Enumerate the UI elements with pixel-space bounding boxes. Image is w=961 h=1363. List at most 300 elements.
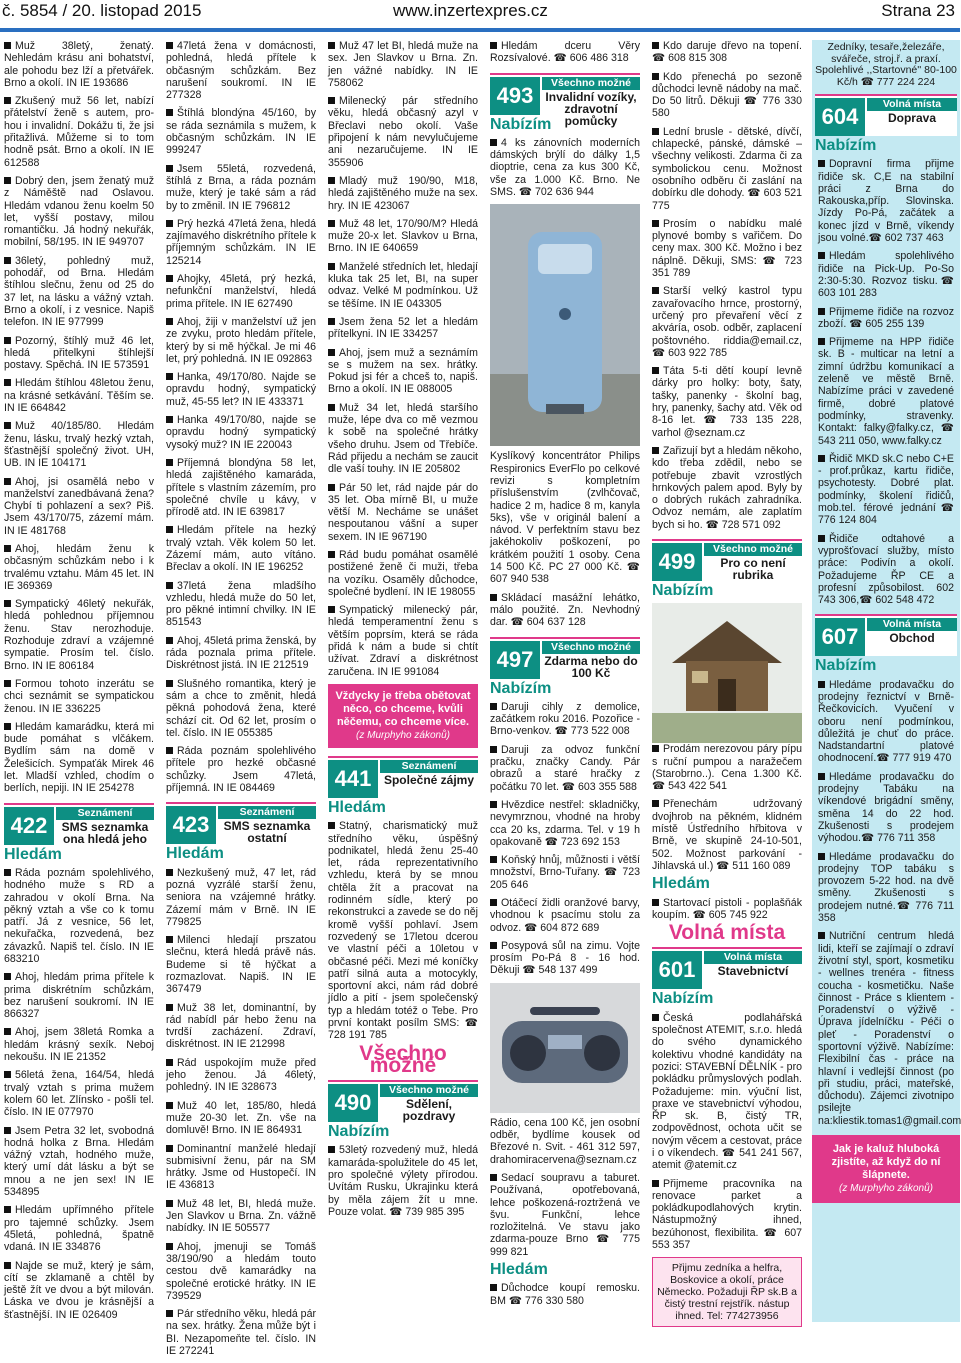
bullet-square-icon — [490, 746, 497, 753]
classified-ad — [166, 867, 316, 928]
classified-ad — [4, 255, 154, 329]
classified-ad — [166, 934, 316, 995]
section-category: Všechno možné — [542, 77, 640, 90]
ad-text: Řidiče odtahové a vyprošťovací služby, místo práce: Podivín a okolí. Požadujeme ŘP CE a profesní způsobilost. 602 743 306,☎ 602 548 472 — [818, 532, 954, 607]
bullet-square-icon — [652, 128, 659, 135]
classified-ad — [490, 744, 640, 793]
oxygen-concentrator-photo — [490, 204, 640, 446]
ads-list — [166, 40, 316, 794]
ad-text: 47letá žena v domácnosti, pohledná, hledá přítele k občasným schůzkám. Bez narušení soukromí. IN IE 277328 — [166, 40, 316, 102]
murphy-quote — [328, 684, 478, 748]
classified-ad — [490, 1172, 640, 1258]
ad-text: Muž 40/185/80. Hledám ženu, lásku, trvalý hezký vztah, šťastnější společný život. UH, UB. IN IE 104171 — [4, 420, 154, 470]
bullet-square-icon — [328, 404, 335, 411]
ads-list — [652, 40, 802, 531]
ad-text: Ahoj, hledám prima přítele k prima diskrétním schůzkám, bez narušení soukromí. IN IE 866327 — [4, 971, 154, 1021]
ad-text: Muž 40 let, 185/80, hledá muže 20-30 let. Zn. vše na domluvě! Brno. IN IE 864931 — [166, 1099, 316, 1137]
bullet-square-icon — [4, 1028, 11, 1035]
ad-text: Muž 34 let, hledá staršího muže, lépe dva co mě vezmou k sobě na společné hrátky všeho druhu. Jsem od Třebíče. Rád přijedu a nechám se zaucit dle vaší touhy. IN IE 205802 — [328, 401, 478, 476]
ad-text: Startovací pistoli - poplašňák koupím. ☎ 605 745 922 — [652, 896, 802, 921]
section-title: SMS seznamka ostatní — [223, 819, 311, 846]
ad-text: Otáčecí židli oranžové barvy, vhodnou k psacímu stolu za odvoz. ☎ 604 872 689 — [490, 896, 640, 934]
ad-text: Hledám přítele na hezký trvalý vztah. Věk kolem 50 let. Zázemí mám, auto vítáno. Břeclav a okolí. IN IE 196252 — [166, 524, 316, 574]
ad-text: Starší velký kastrol typu zavařovacího hrnce, prostorný, určený pro převaření věcí z akváría, osob. odběr, zaplacení poštovného. riddia@email.cz, ☎ 603 922 785 — [652, 285, 802, 359]
bullet-square-icon — [166, 1059, 173, 1066]
classified-ad — [815, 533, 957, 607]
ad-text: Muž 38 let, dominantní, by rád nabídl pár hebo ženu na tvrdší zacházení. Zdraví, diskrétnost. IN IE 212998 — [166, 1001, 316, 1051]
ad-text: Jsem Petra 32 let, svobodná hodná holka z Brna. Hledám vážný vztah, hodného muže, který umí dát lásku a být se mnou a ne jen sex! IN IE 534895 — [4, 1124, 154, 1199]
ad-text: Prý hezká 47letá žena, hledá zajímavého diskrétního přítele k příjemným schůzkám. IN IE 125214 — [166, 217, 316, 267]
classified-ad — [328, 604, 478, 678]
bullet-square-icon — [166, 1102, 173, 1109]
classified-ad — [490, 854, 640, 891]
bullet-square-icon — [490, 703, 497, 710]
classified-ad — [652, 218, 802, 279]
ad-text: Muž 48 let, BI, hledá muže. Jen Slavkov u Brna. Zn. vážně nabídky. IN IE 505577 — [166, 1197, 316, 1235]
bullet-square-icon — [652, 367, 659, 374]
ad-text: Nutriční centrum hledá lidi, kteří se zajímají o zdraví životní styl, sport, kosmetiku - wellnes trenéra - fitness coucha - kosmetičku. Naše činnost - Práce s klientem - Poradenství o výživě - Úprava jídelníčku - Péči o pleť - Poradenství o sportovní výživě. Nabízíme: Flexibilní čas - práce na hlavní i vedlejší činnost (po při studiu, práci, mateřské, důchodu). Zájemci zivotnipo psilejte na:kliestik.tomas1@gmail.com — [818, 930, 961, 1127]
ads-list — [812, 679, 960, 1127]
bullet-square-icon — [490, 1174, 497, 1181]
bullet-square-icon — [4, 1127, 11, 1134]
column-1 — [4, 40, 154, 1327]
classified-ad — [652, 798, 802, 872]
radio-photo — [490, 983, 640, 1113]
classified-ad — [166, 1143, 316, 1192]
bullet-square-icon — [328, 551, 335, 558]
bullet-square-icon — [4, 257, 11, 264]
bullet-square-icon — [818, 160, 825, 167]
classified-ad — [166, 524, 316, 573]
ads-list — [490, 1172, 640, 1258]
ads-list — [490, 40, 640, 65]
bullet-square-icon — [818, 308, 825, 315]
ad-text: Muž 48 let, 170/90/M? Hledá muže 20-x let. Slavkov u Brna, Brno. IN IE 640659 — [328, 217, 478, 255]
ad-text: Prosím o nabídku malé plynové bomby s vařičem. Do ceny max. 300 Kč. Možno i bez náplně. Děkuji, SMS: ☎ 723 351 789 — [652, 217, 802, 280]
classified-ad — [4, 95, 154, 169]
classified-ad — [4, 1069, 154, 1118]
page-number: Strana 23 — [881, 1, 955, 20]
ad-text: Muž 47 let BI, hledá muže na sex. Jen Slavkov u Brna. Zn. jen vážné nabídky. IN IE 758062 — [328, 40, 478, 89]
bullet-square-icon — [166, 109, 173, 116]
ad-text: Pár středního věku, hledá pár na sex. hrátky. Žena může být i BI. Nezapomeňte tel. číslo. IN IE 272241 — [166, 1308, 316, 1358]
column-3 — [328, 40, 478, 1224]
ad-text: 37letá žena mladšího vzhledu, hledá muže do 50 let, pro pěkné intimní chvilky. IN IE 851543 — [166, 579, 316, 629]
ads-list — [812, 158, 960, 606]
classified-ad — [328, 820, 478, 1041]
ad-text: 56letá žena, 164/54, hledá trvalý vztah s prima mužem kolem 60 let. Zlínsko - pošli tel. číslo. IN IE 077970 — [4, 1069, 154, 1119]
ad-text: Ahoj, jsem muž a seznámím se s mužem na sex. hrátky. Pokud jsi fér a chceš to, napiš. Brno a okolí. IN IE 088005 — [328, 346, 478, 396]
section-category: Seznámení — [56, 807, 154, 820]
classified-ad — [328, 1144, 478, 1218]
ad-text: Hvězdice nestřel: skladničky, nevymrznou, vhodné na hroby cca 20 ks, zdarma. Tel. v 19 h opakovaně ☎ 723 692 153 — [490, 798, 640, 848]
classified-ad — [328, 261, 478, 310]
classified-ad — [166, 745, 316, 794]
bullet-square-icon — [652, 899, 659, 906]
section-category: Volná místa — [867, 98, 957, 111]
classified-ad — [652, 365, 802, 439]
ad-text: Ahoj, jsi osamělá nebo v manželství zanedbávaná žena? Chybí ti pohlazení a sex? Piš. Jsem 43/170/75, zázemí mám. IN IE 481768 — [4, 475, 154, 537]
section-box — [652, 947, 802, 989]
ad-text: Ahoj, hledám ženu k občasným schůzkám nebo i k trvalému vztahu. Mám 45 let. IN IE 369369 — [4, 542, 154, 592]
section-title: Pro co není rubrika — [720, 555, 786, 582]
bullet-square-icon — [166, 869, 173, 876]
section-number: 604 — [815, 98, 865, 136]
section-title: Společné zájmy — [383, 772, 475, 787]
classified-ad — [4, 678, 154, 715]
classified-ad — [328, 95, 478, 169]
section-box — [328, 1080, 478, 1122]
classified-ad — [166, 678, 316, 739]
ad-text: Posypová sůl na zimu. Vojte prosím Po-Pá 8 - 16 hod. Děkuji ☎ 548 137 499 — [490, 939, 640, 977]
bullet-square-icon — [652, 42, 659, 49]
section-title: Doprava — [887, 111, 937, 125]
ad-text: Sympatický milenecký pár, hledá temperamentní ženu s větším poprsím, která se ráda přidá k nám a bude si chtít užívat. Zdraví a diskrétnost zaručena. IN IE 991084 — [328, 604, 478, 678]
bullet-square-icon — [4, 97, 11, 104]
section-title: Zdarma nebo do 100 Kč — [544, 653, 638, 680]
section-category: Seznámení — [218, 806, 316, 819]
column-4 — [490, 40, 640, 1313]
ad-text: Prodám nerezovou páry pípu s ruční pumpou a naražečem (Starobrno..). Cena 1.300 Kč. ☎ 543 422 541 — [652, 743, 802, 793]
ad-text: Pár 50 let, rád najde pár do 35 let. Oba mírně BI, u muže větší M. Necháme se unášet nespoutanou vášní a super sexem. IN IE 967190 — [328, 481, 478, 543]
bullet-square-icon — [4, 545, 11, 552]
classified-ad — [328, 402, 478, 476]
ad-text: Hledám dceru Věry Rozsívalové. ☎ 606 486 318 — [490, 40, 640, 65]
section-category: Volná místa — [867, 618, 957, 631]
classified-ad — [490, 592, 640, 629]
bullet-square-icon — [4, 42, 11, 49]
classified-ad — [652, 743, 802, 792]
bullet-square-icon — [166, 165, 173, 172]
ad-text: Ahoj, 45letá prima ženská, by ráda poznala prima přítele. Diskrétnost jistá. IN IE 212519 — [166, 634, 316, 672]
bullet-square-icon — [4, 337, 11, 344]
bullet-square-icon — [166, 582, 173, 589]
ad-text: Koňský hnůj, můžnosti i větší množství, Brno-Tuřany. ☎ 723 205 646 — [490, 854, 640, 891]
bullet-square-icon — [4, 723, 11, 730]
site-url[interactable]: www.inzertexpres.cz — [393, 1, 548, 20]
bullet-square-icon — [490, 801, 497, 808]
bullet-square-icon — [166, 220, 173, 227]
section-title: Obchod — [889, 631, 935, 646]
bullet-square-icon — [652, 800, 659, 807]
classified-ad — [166, 414, 316, 451]
classified-ad — [4, 377, 154, 414]
bullet-square-icon — [166, 318, 173, 325]
ad-text: Ahojky, 45letá, prý hezká, nefunkční manželství, hledá prima přítele. IN IE 627490 — [166, 273, 316, 310]
classified-ad — [328, 549, 478, 598]
ad-text: Ráda poznám spolehlivého přítele pro hezké občasné schůzky. Jsem 47letá, příjemná. IN IE 084469 — [166, 745, 316, 795]
bullet-square-icon — [166, 680, 173, 687]
section-heading: Nabízím — [490, 679, 552, 697]
section-number: 497 — [490, 641, 540, 679]
ad-text: Hledáme prodavačku do prodejny TOP tabáku s provozem 5-22 hod. na dvě směny. Zkušenosti s prodejem nutné.☎ 776 711 358 — [818, 850, 954, 925]
section-box — [652, 539, 802, 581]
ad-text: Mladý muž 190/90, M18, hledá zajištěného muže na sex. hry. IN IE 423067 — [328, 174, 478, 212]
bullet-square-icon — [328, 42, 335, 49]
classified-ad — [4, 721, 154, 795]
bullet-square-icon — [490, 1284, 497, 1291]
ad-text: 53letý rozvedený muž, hledá kamaráda-spolužitele do 45 let, pro společné výlety přírodou. Uvítám Rusku, Ukrajinku která by měla zájem žít u mne. Pouze volat. ☎ 739 985 395 — [328, 1144, 478, 1218]
ads-list — [490, 701, 640, 977]
bullet-square-icon — [328, 318, 335, 325]
ad-text: Štíhlá blondýna 45/160, by se ráda seznámila s mužem, k občasným schůzkám. IN IE 999247 — [166, 107, 316, 157]
ads-list — [4, 867, 154, 1321]
classified-ad — [4, 476, 154, 537]
header-divider — [0, 28, 960, 32]
classified-ad — [166, 580, 316, 629]
boxed-ad: Přijmu zedníka a helfra, Boskovice a okolí, práce Německo. Požaduji ŘP sk.B a čistý trestní rejstřík. nástup ihned. Tel: 774273956 — [652, 1257, 802, 1327]
ads-list — [490, 1282, 640, 1307]
classified-ad — [815, 679, 957, 765]
quote-text: Vždycky je třeba obětovat něco, co chceme, kvůli něčemu, co chceme více. — [335, 689, 471, 728]
ad-text: Muž 38letý, ženatý. Nehledám krásu ani bohatství, ale pohodu bez lží a přetvářek. Brno a okolí. IN IE 193686 — [4, 40, 154, 89]
ad-text: Dobrý den, jsem ženatý muž z Náměště nad Oslavou. Hledám vdanou ženu koelm 50 let, vyšší postavy, milou romantičku. Já hodný nekuřák, mobilní, 58/195. IN IE 949707 — [4, 174, 154, 249]
bullet-square-icon — [166, 747, 173, 754]
section-heading: Hledám — [166, 845, 224, 863]
bullet-square-icon — [652, 745, 659, 752]
classified-ad — [652, 126, 802, 212]
ad-text: Kdo přenechá po sezoně důchodci levně nádoby na mač. Do 50 litrů. Děkuji ☎ 776 330 580 — [652, 70, 802, 120]
classified-ad — [166, 1002, 316, 1051]
ad-text: Milenci hledají prszatou slečnu, která hledá právě nás. Budeme si tě hýčkat a rozmazlovat. Napiš. IN IE 367479 — [166, 934, 316, 996]
section-number: 423 — [166, 806, 216, 844]
section-box — [166, 802, 316, 844]
bullet-square-icon — [652, 1180, 659, 1187]
bullet-square-icon — [4, 869, 11, 876]
bullet-square-icon — [328, 484, 335, 491]
ad-text: Hanka, 49/170/80. Najde se opravdu hodný, sympatický muž, 45-55 let? IN IE 433371 — [166, 371, 316, 408]
ad-text: Ahoj, jsem 38letá Romka a hledám krásný sexík. Neboj nekoušu. IN IE 21352 — [4, 1026, 154, 1064]
classified-ad — [166, 273, 316, 310]
section-box — [328, 756, 478, 798]
bullet-square-icon — [166, 1145, 173, 1152]
classified-ad — [815, 250, 957, 299]
section-heading: Hledám — [4, 845, 62, 863]
ad-text: Hledáme prodavačku do prodejny řeznictví v Brně-Řečkovicích. Vyučení v oboru není podmínkou, důležitá je chuť do práce. Nadstandartní platové ohodnocení.☎ 777 919 470 — [818, 678, 954, 765]
classified-ad — [815, 306, 957, 331]
section-category: Všechno možné — [380, 1084, 478, 1097]
section-title: Stavebnictví — [717, 964, 789, 979]
ads-list — [328, 40, 478, 678]
ad-text: Rád budu pomáhat osamělé postižené ženě či muži, třeba na vozíku. Osaměly důchodce, společné bydlení. IN IE 198055 — [328, 548, 478, 598]
bullet-square-icon — [166, 42, 173, 49]
featured-ad: Zedníky, tesaře,železáře, svářeče, stroj.ř. a praxí. Spolehlivé ,,Startovné'' 80-100 Kč/h ☎ 777 224 224 — [815, 41, 957, 88]
column-2 — [166, 40, 316, 1363]
section-heading: Nabízím — [490, 115, 552, 133]
section-number: 422 — [4, 807, 54, 845]
ads-list — [166, 867, 316, 1358]
bullet-square-icon — [490, 139, 497, 146]
bullet-square-icon — [166, 1243, 173, 1250]
ad-text: Přijmeme na HPP řidiče sk. B - multicar na letní a zimní údržbu komunikací a zeleně ve městě Brně. Nabízíme práci v zavedené firmě, dobré platové podmínky, stravenky. Kontakt: falky@falky.cz, ☎ 543 211 050, www.falky.cz — [818, 336, 954, 447]
bullet-square-icon — [4, 478, 11, 485]
bullet-square-icon — [818, 252, 825, 259]
classified-ad — [652, 285, 802, 359]
classified-ad — [652, 445, 802, 531]
classified-ad — [166, 1308, 316, 1357]
ad-text: Zařizují byt a hledám někoho, kdo třeba zdědil, nebo se potřebuje zbavit vzrostlých hrnkových palem apod. Byly by o dobrých rukách zahradníka. Odvoz nemám, ale zaplatím bych si ho. ☎ 728 571 092 — [652, 444, 802, 531]
bullet-square-icon — [166, 637, 173, 644]
bullet-square-icon — [328, 606, 335, 613]
classified-ad — [490, 897, 640, 934]
classified-ad — [652, 897, 802, 922]
bullet-square-icon — [4, 1206, 11, 1213]
classified-ad — [815, 771, 957, 845]
bullet-square-icon — [4, 680, 11, 687]
classified-ad — [166, 1057, 316, 1094]
bullet-square-icon — [490, 899, 497, 906]
section-category: Volná místa — [704, 951, 802, 964]
ad-text: Nezkušený muž, 47 let, rád pozná vyzrálé starší ženu, seniora na vzájemné hrátky. Zázemí mám v Brně. IN IE 779825 — [166, 866, 316, 928]
bullet-square-icon — [818, 773, 825, 780]
bullet-square-icon — [166, 1004, 173, 1011]
ad-text: Česká podlahářská společnost ATEMIT, s.r.o. hledá do svého dynamického kolektivu vhodné kandidáty na pozici: STAVEBNÍ DĚLNÍK - pro pokládku průmyslových podlah. Požadujeme: min. výuční list, praxe ve stavebnictví výhodou, ŘP sk. B, čistý TR, zodpovědnost, ochota učit se novým věcem a cestovat, práce i o víkendech. ☎ 541 241 567, atemit @atemit.cz — [652, 1011, 802, 1172]
section-heading: Hledám — [328, 798, 386, 816]
ad-text: 4 ks zánovních moderních dámských brýlí do dálky 1,5 dioptrie, cena za kus 300 Kč, vše za 1.000 Kč. Brno. Ne SMS. ☎ 702 636 944 — [490, 136, 640, 199]
ad-text: Dominantní manželé hledají submisivní ženu, pár na SM hrátky. Jsme od Hustopečí. IN IE 436813 — [166, 1142, 316, 1192]
classified-ad — [166, 1100, 316, 1137]
bullet-square-icon — [652, 287, 659, 294]
ads-list — [4, 40, 154, 795]
classified-ad — [652, 71, 802, 120]
classified-ad — [490, 940, 640, 977]
category-title: Všechno možné — [359, 1041, 447, 1077]
quote-author: (z Murphyho zákonů) — [356, 729, 450, 741]
section-category: Seznámení — [380, 760, 478, 773]
ad-text: Ahoj, jmenuji se Tomáš 38/190/90 a hledám touto cestou dvě kamarádky na společné erotické hrátky. IN IE 739529 — [166, 1240, 316, 1302]
ad-text: Manželé středních let, hledají kluka tak 25 let, BI, na super odvaz. Velké M podmínkou. Už se těšíme. IN IE 043305 — [328, 260, 478, 310]
ad-text: Jsem žena 52 let a hledám přítelkyni. IN IE 334257 — [328, 315, 478, 341]
ad-text: Jsem 55letá, rozvedená, štíhlá z Brna, a ráda poznám muže, který je také sám a rád by to změnil. IN IE 796812 — [166, 162, 316, 212]
bullet-square-icon — [490, 856, 497, 863]
category-title: Volná místa — [668, 921, 786, 945]
section-heading: Hledám — [490, 1261, 548, 1279]
classified-ad — [166, 218, 316, 267]
classified-ad — [328, 40, 478, 89]
section-heading: Nabízím — [815, 137, 877, 154]
bullet-square-icon — [4, 973, 11, 980]
bullet-square-icon — [328, 1146, 335, 1153]
bullet-square-icon — [328, 349, 335, 356]
section-box — [490, 637, 640, 679]
bullet-square-icon — [490, 942, 497, 949]
classified-ad — [4, 867, 154, 965]
classified-ad — [166, 457, 316, 518]
classified-ad — [4, 1204, 154, 1253]
ad-text: Hledám kamarádku, která mi bude pomáhat s vlčákem. Bydlím sám na domě v Želešicích. Sympaťák Mirek 46 let. Mladší vzhled, chodím o berlích, nepiji. IN IE 254278 — [4, 720, 154, 795]
classified-ad — [490, 137, 640, 198]
ad-text: Příjemná blondýna 58 let, hledá zajištěného kamaráda, přítele s vlastním zázemím, pro společné chvíle u kávy, v přírodě atd. IN IE 639817 — [166, 456, 316, 519]
bullet-square-icon — [166, 275, 173, 282]
bullet-square-icon — [818, 681, 825, 688]
bullet-square-icon — [4, 600, 11, 607]
ad-text: Hledám štíhlou 48letou ženu, na krásné setkávání. Těším se. IN IE 664842 — [4, 377, 154, 415]
classified-ad — [490, 1282, 640, 1307]
ad-text: Zkušený muž 56 let, nabízí přátelství ženě s autem, pro-hou i invalidní. Dokážu ti, že jsi přitažlivá. Můžeme si to tom hodně psát. Brno a okolí. IN IE 612588 — [4, 95, 154, 169]
section-heading: Nabízím — [652, 581, 714, 599]
bullet-square-icon — [818, 932, 825, 939]
column-5 — [652, 40, 802, 1333]
bullet-square-icon — [166, 526, 173, 533]
ad-text: Hanka 49/170/80, najde se opravdu hodný sympatický vysoký muž? IN IE 220043 — [166, 414, 316, 451]
ad-text: Slušného romantika, který je sám a chce to změnit, hledá pěkná pohodová žena, které schází cit. Od 62 let, prosím o tel. číslo. IN IE 055385 — [166, 677, 316, 739]
ad-text: Ahoj, žiji v manželství už jen ze zvyku, proto hledám přítele, který by si mě hýčkal. Je mi 46 let, prý pohledná. IN IE 092863 — [166, 315, 316, 365]
section-number: 490 — [328, 1084, 378, 1122]
ads-list — [652, 1012, 802, 1252]
classified-ad — [652, 1012, 802, 1172]
classified-ad — [328, 482, 478, 543]
ad-text: Hledám upřímného přítele pro tajemné schůzky. Jsem 45letá, pohledná, špatně vdaná. IN IE 334876 — [4, 1204, 154, 1254]
ad-text: Táta 5-ti dětí koupí levně dárky pro holky: boty, šaty, tašky, panenky - školní bag, hry, panenky, šachy atd. Věk od 8-16 let. ☎ 733 135 228, varhol @seznam.cz — [652, 365, 802, 439]
classified-ad — [166, 107, 316, 156]
section-number: 499 — [652, 543, 702, 581]
classified-ad — [490, 40, 640, 65]
bullet-square-icon — [4, 1262, 11, 1269]
classified-ad — [490, 701, 640, 738]
section-box — [815, 614, 957, 656]
page-header — [0, 0, 960, 28]
classified-ad — [328, 316, 478, 341]
ads-list — [652, 897, 802, 922]
bullet-square-icon — [818, 853, 825, 860]
classified-ad — [652, 1178, 802, 1252]
ad-text: Rád uspokojím muže před jeho ženou. Já 46letý, pohledný. IN IE 328673 — [166, 1056, 316, 1094]
ad-text: Řidič MKD sk.C nebo C+E - prof.průkaz, kartu řidiče, psychotesty. Dobré plat. podmínky, školení řidičů, mob.tel. férové jednání☎ 776 124 804 — [818, 452, 954, 527]
bullet-square-icon — [166, 1200, 173, 1207]
bullet-square-icon — [328, 822, 335, 829]
section-number: 607 — [815, 618, 865, 656]
classified-ad — [652, 40, 802, 65]
classified-ad — [4, 1026, 154, 1063]
ad-text: Ráda poznám spolehlivého, hodného muže s RD a zahradou v okolí Brna. Na pěkný vztah a vše co k tomu patří. Já z vesnice, 56 let, nekuřačka, rozvedená, bez závazků. Napiš tel. číslo. IN IE 683210 — [4, 866, 154, 965]
classified-ad — [328, 218, 478, 255]
bullet-square-icon — [328, 177, 335, 184]
ad-text: Skládací masážní lehátko, málo použité. Zn. Nevhodný dar. ☎ 604 637 128 — [490, 591, 640, 629]
bullet-square-icon — [166, 373, 173, 380]
classified-ad — [166, 635, 316, 672]
ad-text: Přijmeme řidiče na rozvoz zboží. ☎ 605 255 139 — [818, 305, 954, 330]
ad-text: Daruji za odvoz funkční pračku, značky Candy. Pár obrazů a staré hračky z počátku 70 let. ☎ 603 355 588 — [490, 743, 640, 793]
ads-list — [328, 1144, 478, 1218]
bullet-square-icon — [4, 1071, 11, 1078]
ads-list — [490, 592, 640, 629]
ad-text: Najde se muž, který je sám, cítí se zklamaně a chtěl by ještě žít ve dvou a být milován. Láska ve dvou je krásnější a šťastnější. IN IE 026409 — [4, 1259, 154, 1321]
ad-text: Sedací soupravu a taburet. Používaná, opotřebovaná, lehce poškozená-roztržená ve švu. Funkční, lehce rozložitelná. Ve stavu jako zdarma-pouze Brno ☎ 775 999 821 — [490, 1171, 640, 1258]
murphy-quote — [812, 1135, 960, 1203]
bullet-square-icon — [490, 42, 497, 49]
section-heading: Nabízím — [815, 657, 877, 675]
classified-ad — [815, 336, 957, 447]
classified-ad — [4, 1125, 154, 1199]
section-box — [815, 94, 957, 136]
classified-ad — [4, 971, 154, 1020]
ads-list — [652, 743, 802, 872]
photo-caption: Rádio, cena 100 Kč, jen osobní odběr, bydlíme kousek od Březové n. Svit. - 461 312 597, drahomiracervena@seznam.cz — [490, 1116, 640, 1166]
classified-ad — [815, 930, 961, 1127]
bullet-square-icon — [818, 338, 825, 345]
classified-ad — [815, 158, 957, 244]
classified-ad — [4, 175, 154, 249]
classified-ad — [815, 851, 957, 925]
bullet-square-icon — [652, 220, 659, 227]
bullet-square-icon — [818, 455, 825, 462]
bullet-square-icon — [166, 936, 173, 943]
classified-ad — [166, 40, 316, 101]
ad-text: Sympatický 46letý nekuřák, hledá pohlednou příjemnou ženu. Stav nerozhoduje. Rozhoduje zdraví a vzájemné sympatie. Prosím tel. číslo. Brno. IN IE 806184 — [4, 598, 154, 672]
bullet-square-icon — [328, 97, 335, 104]
ad-text: 36letý, pohledný muž, pohodář, od Brna. Hledám štíhlou slečnu, ženu od 25 do 37 let, na lásku a vážný vztah. Brno a okolí, i z vesnice. Napiš telefon. IN IE 977999 — [4, 254, 154, 329]
classified-ad — [815, 453, 957, 527]
